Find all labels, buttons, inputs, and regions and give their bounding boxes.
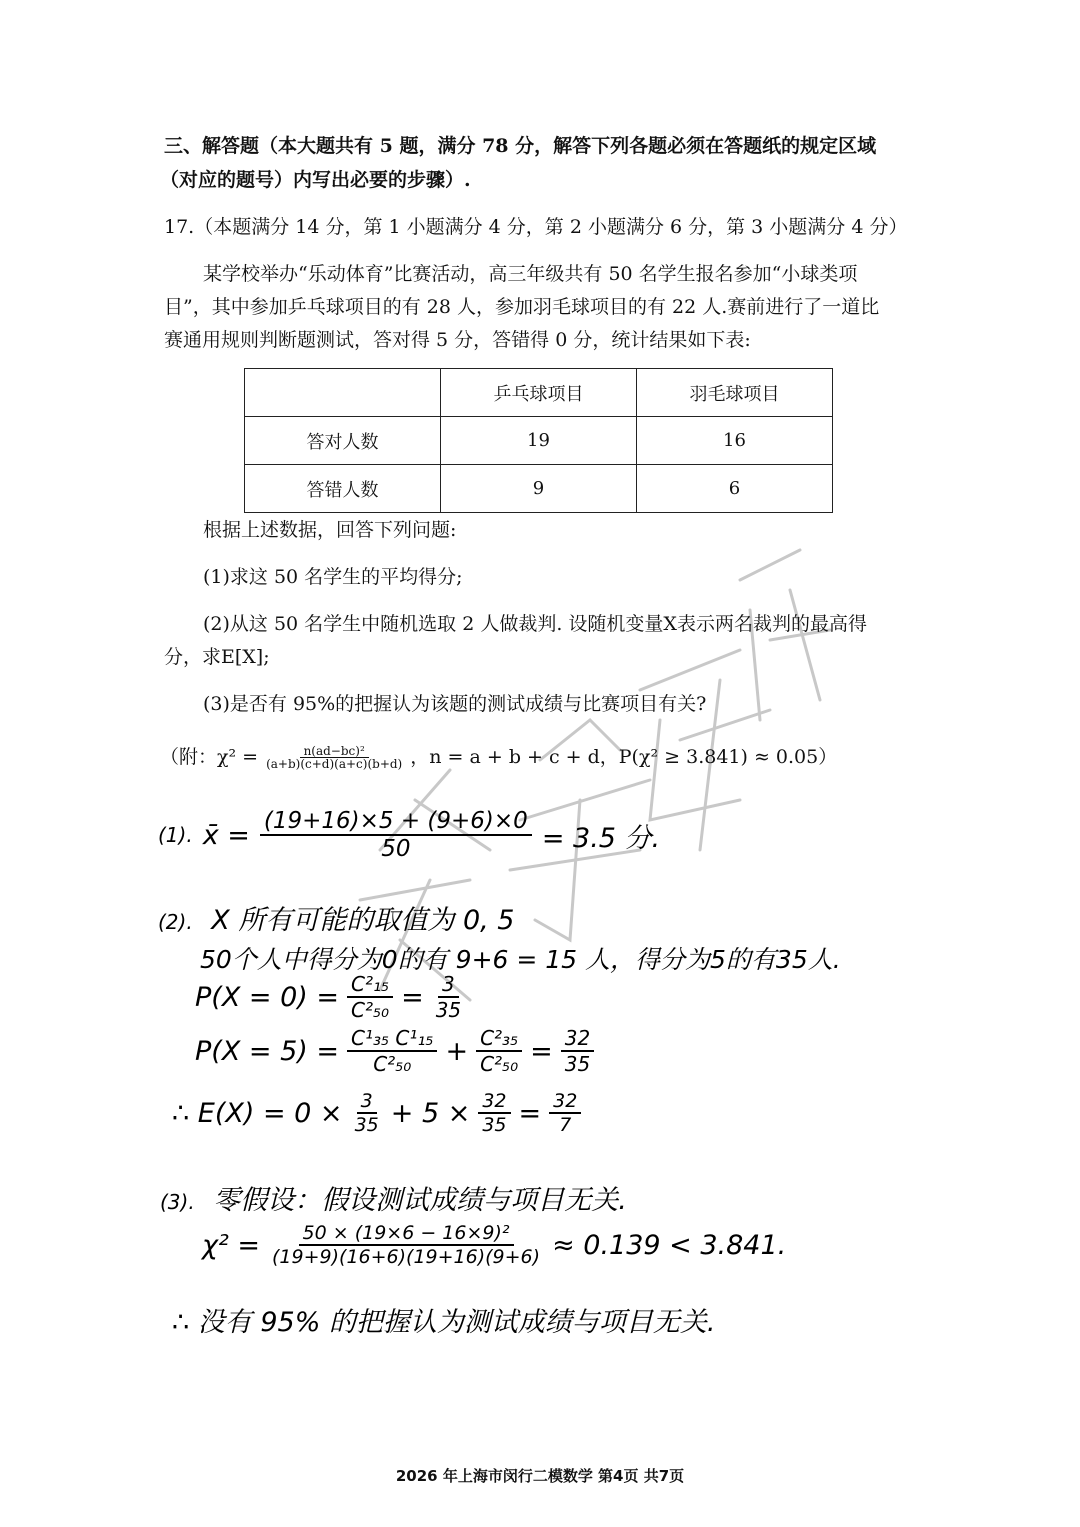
p5-fraction-2 <box>476 1026 522 1076</box>
solution-1-numerator: (19+16)×5 + (9+6)×0 <box>260 808 532 836</box>
p0-denominator: C²₅₀ <box>351 998 390 1022</box>
p0-result <box>432 972 465 1022</box>
chi-lhs: χ² = <box>202 1229 261 1261</box>
question-2-line2: 分，求E[X]; <box>164 646 270 668</box>
solution-1-lhs: x̄ = <box>202 819 250 851</box>
formula-note <box>160 745 837 770</box>
question-1: (1)求这 50 名学生的平均得分; <box>203 566 463 588</box>
ex-denominator-2: 35 <box>482 1114 507 1136</box>
table-header-badminton: 羽毛球项目 <box>637 369 833 417</box>
solution-2-label: (2). <box>158 910 193 934</box>
p5-equals: = <box>530 1035 553 1067</box>
solution-3-chi <box>202 1222 786 1268</box>
ex-numerator-2: 32 <box>478 1090 510 1114</box>
formula-note-suffix: ，n = a + b + c + d，P(χ² ≥ 3.841) ≈ 0.05） <box>410 746 838 768</box>
ex-result-denominator: 7 <box>559 1114 572 1136</box>
table-cell: 6 <box>637 465 833 513</box>
p5-lhs: P(X = 5) = <box>195 1035 340 1067</box>
p0-result-numerator: 3 <box>438 972 459 998</box>
formula-note-prefix: （附：χ² = <box>160 746 259 768</box>
chi-square-numerator: n(ad−bc)² <box>300 745 369 758</box>
ex-mid: + 5 × <box>390 1097 471 1129</box>
chi-result: ≈ 0.139 < 3.841. <box>552 1229 787 1261</box>
p5-numerator-2: C²₃₅ <box>476 1026 522 1052</box>
questions-intro: 根据上述数据，回答下列问题: <box>203 519 457 541</box>
p5-denominator-2: C²₅₀ <box>480 1052 519 1076</box>
stem-line1: 某学校举办“乐动体育”比赛活动，高三年级共有 50 名学生报名参加“小球类项 <box>203 263 858 285</box>
table-row-label: 答对人数 <box>245 417 441 465</box>
ex-fraction-1 <box>351 1090 383 1136</box>
p0-fraction <box>347 972 393 1022</box>
chi-square-formula <box>262 745 406 770</box>
solution-2-line1 <box>158 898 514 937</box>
ex-numerator-1: 3 <box>357 1090 377 1114</box>
p0-numerator: C²₁₅ <box>347 972 393 998</box>
solution-3-line1 <box>160 1178 627 1217</box>
ex-equals: = <box>518 1097 542 1129</box>
solution-3-conclusion: ∴ 没有 95% 的把握认为测试成绩与项目无关. <box>172 1307 716 1338</box>
p5-denominator-1: C²₅₀ <box>373 1052 412 1076</box>
chi-denominator: (19+9)(16+6)(19+16)(9+6) <box>272 1246 541 1268</box>
p0-lhs: P(X = 0) = <box>195 981 340 1013</box>
table-cell: 19 <box>441 417 637 465</box>
p5-plus: + <box>445 1035 469 1067</box>
solution-1-result: = 3.5 分. <box>541 822 661 854</box>
ex-result <box>549 1090 581 1136</box>
solution-2-p0 <box>195 972 465 1022</box>
table-cell: 16 <box>637 417 833 465</box>
page-footer: 2026 年上海市闵行二模数学 第4页 共7页 <box>395 1467 685 1485</box>
p5-result-denominator: 35 <box>564 1052 591 1076</box>
section-title-line2: （对应的题号）内写出必要的步骤）. <box>160 169 471 191</box>
solution-1-fraction <box>260 808 532 862</box>
solution-1-denominator: 50 <box>381 836 411 862</box>
solution-2-line2: 50个人中得分为0的有 9+6 = 15 人，得分为5的有35人. <box>200 945 841 974</box>
solution-3-hypothesis: 零假设：假设测试成绩与项目无关. <box>213 1185 627 1216</box>
ex-fraction-2 <box>478 1090 510 1136</box>
p0-result-denominator: 35 <box>435 998 462 1022</box>
ex-result-numerator: 32 <box>549 1090 581 1114</box>
table-row <box>245 465 833 513</box>
stem-line3: 赛通用规则判断题测试，答对得 5 分，答错得 0 分，统计结果如下表: <box>164 329 751 351</box>
stem-line2: 目”，其中参加乒乓球项目的有 28 人，参加羽毛球项目的有 22 人.赛前进行了一道比 <box>164 296 880 318</box>
solution-2-expectation <box>172 1090 581 1136</box>
question-2-line1: (2)从这 50 名学生中随机选取 2 人做裁判. 设随机变量X表示两名裁判的最高得 <box>203 613 867 635</box>
p5-result <box>561 1026 594 1076</box>
solution-1 <box>158 808 660 862</box>
table-header-pingpong: 乒乓球项目 <box>441 369 637 417</box>
chi-square-denominator: (a+b)(c+d)(a+c)(b+d) <box>266 757 403 771</box>
chi-numerator: 50 × (19×6 − 16×9)² <box>299 1222 514 1246</box>
table-corner-cell <box>245 369 441 417</box>
question-3: (3)是否有 95%的把握认为该题的测试成绩与比赛项目有关? <box>203 693 707 715</box>
ex-denominator-1: 35 <box>354 1114 379 1136</box>
table-header-row <box>245 369 833 417</box>
solution-3-label: (3). <box>160 1190 195 1214</box>
problem-header: 17.（本题满分 14 分，第 1 小题满分 4 分，第 2 小题满分 6 分，第 3 小题满分 4 分） <box>164 216 908 238</box>
solution-2-values: X 所有可能的取值为 0, 5 <box>211 905 515 936</box>
solution-2-p5 <box>195 1026 594 1076</box>
p5-fraction-1 <box>347 1026 437 1076</box>
table-row <box>245 417 833 465</box>
p0-equals: = <box>401 981 424 1013</box>
solution-1-label: (1). <box>158 823 193 847</box>
table-row-label: 答错人数 <box>245 465 441 513</box>
table-cell: 9 <box>441 465 637 513</box>
chi-fraction <box>268 1222 544 1268</box>
p5-numerator-1: C¹₃₅ C¹₁₅ <box>347 1026 437 1052</box>
p5-result-numerator: 32 <box>561 1026 594 1052</box>
score-table <box>244 368 833 513</box>
section-title-line1: 三、解答题（本大题共有 5 题，满分 78 分，解答下列各题必须在答题纸的规定区域 <box>164 135 877 157</box>
ex-lhs: ∴ E(X) = 0 × <box>172 1097 343 1129</box>
